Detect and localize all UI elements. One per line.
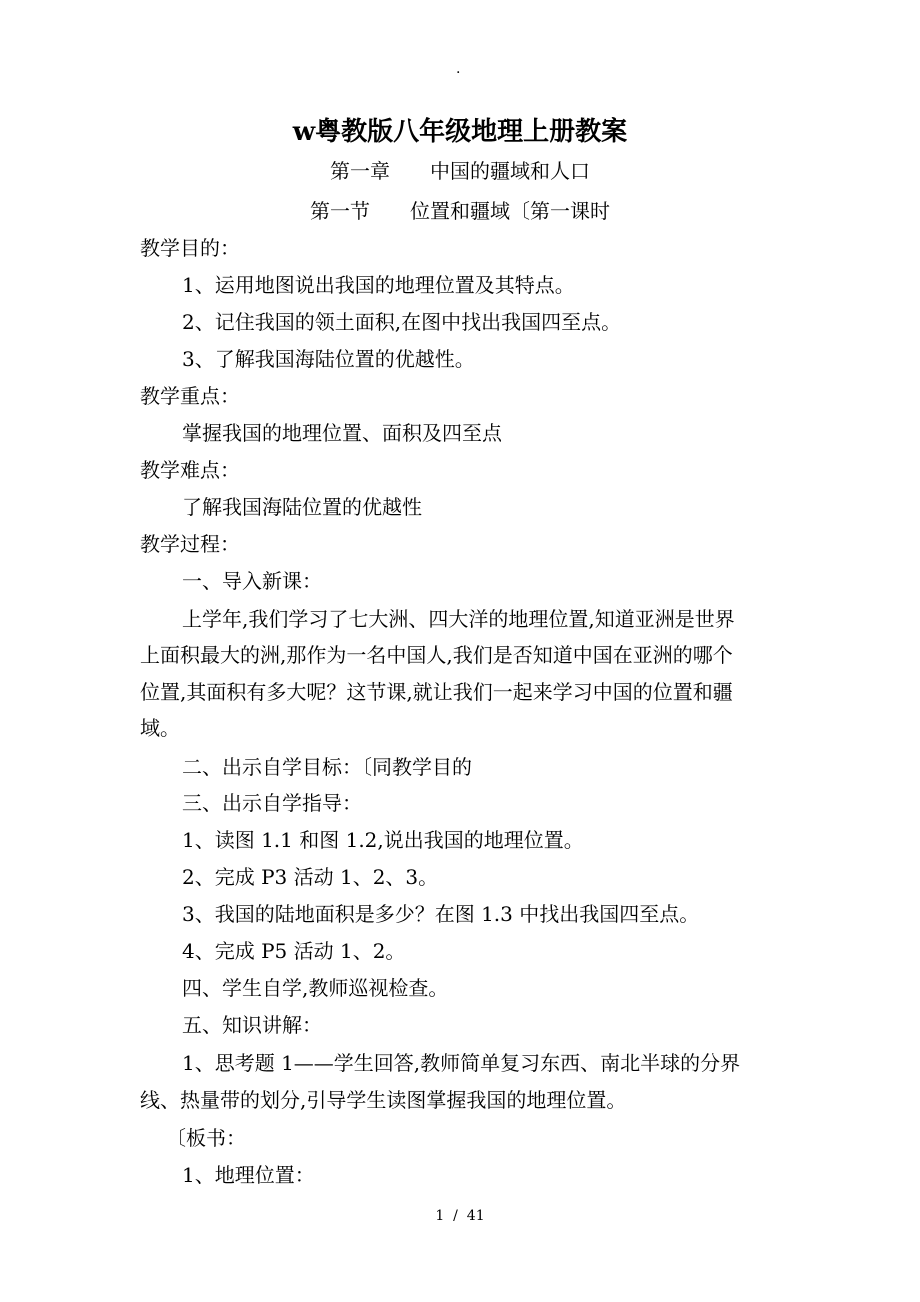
explain-paragraph-line: 线、热量带的划分,引导学生读图掌握我国的地理位置。	[140, 1088, 627, 1112]
guide-item: 3、我国的陆地面积是多少？在图 1.3 中找出我国四至点。	[182, 902, 700, 926]
process-heading: 教学过程：	[140, 532, 240, 556]
section-heading: 第一节 位置和疆域〔第一课时	[310, 199, 610, 223]
intro-paragraph-line: 位置,其面积有多大呢？这节课,就让我们一起来学习中国的位置和疆	[140, 680, 733, 704]
board-item: 1、地理位置：	[182, 1163, 315, 1187]
page-indicator: 1 / 41	[435, 1208, 485, 1224]
process-step-guide: 三、出示自学指导：	[182, 791, 362, 815]
intro-paragraph-line: 域。	[140, 716, 180, 740]
intro-paragraph-line: 上面积最大的洲,那作为一名中国人,我们是否知道中国在亚洲的哪个	[140, 643, 733, 667]
guide-item: 1、读图 1.1 和图 1.2,说出我国的地理位置。	[182, 828, 584, 852]
board-heading: 〔板书：	[166, 1126, 246, 1150]
objective-item: 2、记住我国的领土面积,在图中找出我国四至点。	[182, 310, 622, 334]
chapter-heading: 第一章 中国的疆域和人口	[330, 159, 590, 183]
guide-item: 4、完成 P5 活动 1、2。	[182, 939, 406, 963]
key-points-heading: 教学重点：	[140, 384, 240, 408]
key-points-text: 掌握我国的地理位置、面积及四至点	[182, 421, 502, 445]
process-step-goals: 二、出示自学目标：〔同教学目的	[182, 755, 472, 779]
process-step-explain: 五、知识讲解：	[182, 1013, 322, 1037]
document-title: w粤教版八年级地理上册教案	[292, 117, 628, 147]
difficulties-text: 了解我国海陆位置的优越性	[182, 495, 422, 519]
process-step-self-study: 四、学生自学,教师巡视检查。	[182, 976, 449, 1000]
explain-paragraph-line: 1、思考题 1——学生回答,教师简单复习东西、南北半球的分界	[182, 1051, 741, 1075]
objective-item: 3、了解我国海陆位置的优越性。	[182, 347, 475, 371]
objectives-heading: 教学目的：	[140, 236, 240, 260]
objective-item: 1、运用地图说出我国的地理位置及其特点。	[182, 273, 575, 297]
guide-item: 2、完成 P3 活动 1、2、3。	[182, 865, 439, 889]
difficulties-heading: 教学难点：	[140, 458, 240, 482]
process-step-intro: 一、导入新课：	[182, 569, 322, 593]
intro-paragraph-line: 上学年,我们学习了七大洲、四大洋的地理位置,知道亚洲是世界	[182, 607, 735, 631]
header-dot: .	[456, 61, 461, 77]
